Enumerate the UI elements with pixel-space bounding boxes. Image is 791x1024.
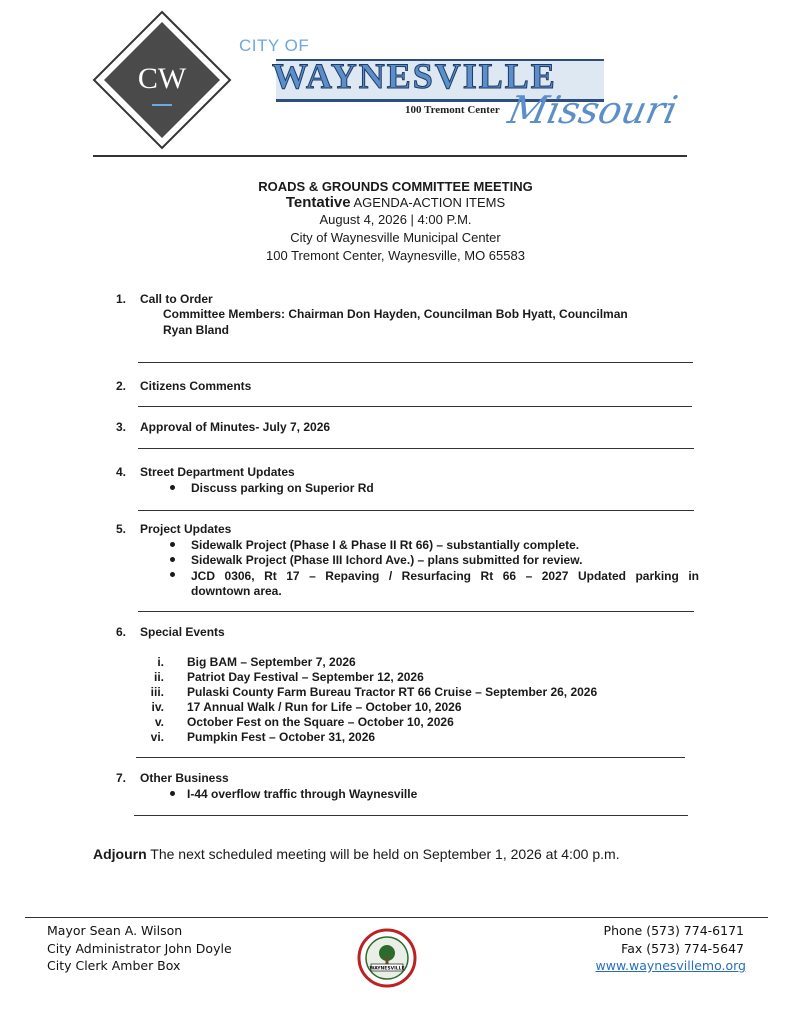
adjourn-label: Adjourn: [93, 846, 147, 862]
roman-numeral: v.: [154, 715, 164, 729]
meeting-venue: City of Waynesville Municipal Center: [290, 230, 501, 245]
item-number: 4.: [116, 465, 127, 479]
list-item: Sidewalk Project (Phase III Ichord Ave.) – plans submitted for review.: [191, 553, 583, 567]
bullet-icon: [170, 791, 175, 796]
event-item: Pulaski County Farm Bureau Tractor RT 66 Cruise – September 26, 2026: [187, 685, 598, 699]
meeting-date-time: August 4, 2026 | 4:00 P.M.: [319, 212, 472, 227]
event-item: October Fest on the Square – October 10, 2026: [187, 715, 454, 729]
footer-divider: [25, 917, 768, 918]
item-number: 7.: [116, 771, 127, 785]
list-item: Discuss parking on Superior Rd: [191, 481, 374, 495]
adjourn-text: The next scheduled meeting will be held on September 1, 2026 at 4:00 p.m.: [146, 846, 620, 862]
notes-line: [138, 611, 694, 612]
event-item: 17 Annual Walk / Run for Life – October 10, 2026: [187, 700, 462, 714]
header-divider: [93, 155, 687, 157]
item-title: Other Business: [140, 771, 229, 785]
item-title: Special Events: [140, 625, 225, 639]
roman-numeral: vi.: [150, 730, 164, 744]
notes-line: [136, 757, 685, 758]
list-item-cont: downtown area.: [191, 584, 282, 598]
list-item: JCD 0306, Rt 17 – Repaving / Resurfacing Rt 66 – 2027 Updated parking in: [191, 569, 699, 583]
city-seal: [357, 928, 417, 988]
administrator-name: City Administrator John Doyle: [47, 941, 232, 956]
committee-members-cont: Ryan Bland: [163, 323, 230, 337]
adjourn-note: [93, 846, 620, 862]
website-link[interactable]: www.waynesvillemo.org: [595, 958, 746, 973]
seal-text: WAYNESVILLE: [369, 966, 405, 972]
committee-members: Committee Members: Chairman Don Hayden, Councilman Bob Hyatt, Councilman: [163, 307, 628, 321]
roman-numeral: iv.: [151, 700, 164, 714]
item-title: Citizens Comments: [140, 379, 252, 393]
city-name: WAYNESVILLE: [272, 56, 557, 96]
item-title: Approval of Minutes- July 7, 2026: [140, 420, 331, 434]
bullet-icon: [170, 485, 175, 490]
agenda-subtitle: [0, 194, 791, 211]
fax-number: Fax (573) 774-5647: [621, 941, 744, 956]
logo-monogram: CW: [137, 62, 187, 95]
mayor-name: Mayor Sean A. Wilson: [47, 923, 183, 938]
list-item: Sidewalk Project (Phase I & Phase II Rt 66) – substantially complete.: [191, 538, 580, 552]
item-title: Call to Order: [140, 292, 213, 306]
item-number: 3.: [116, 420, 127, 434]
item-number: 2.: [116, 379, 127, 393]
roman-numeral: ii.: [153, 670, 164, 684]
item-number: 5.: [116, 522, 127, 536]
event-item: Big BAM – September 7, 2026: [187, 655, 356, 669]
clerk-name: City Clerk Amber Box: [47, 958, 181, 973]
tentative-label: Tentative: [285, 194, 351, 211]
bullet-icon: [170, 572, 175, 577]
agenda-label: AGENDA-ACTION ITEMS: [353, 195, 506, 210]
roman-numeral: iii.: [150, 685, 164, 699]
city-logo: [92, 10, 232, 150]
bullet-icon: [170, 557, 175, 562]
item-number: 6.: [116, 625, 127, 639]
meeting-title: ROADS & GROUNDS COMMITTEE MEETING: [258, 179, 533, 194]
event-item: Patriot Day Festival – September 12, 2026: [187, 670, 424, 684]
list-item: I-44 overflow traffic through Waynesville: [187, 787, 418, 801]
bullet-icon: [170, 542, 175, 547]
letterhead-address: 100 Tremont Center: [405, 104, 500, 116]
item-number: 1.: [116, 292, 127, 306]
notes-line: [138, 510, 694, 511]
phone-number: Phone (573) 774-6171: [603, 923, 744, 938]
state-name: Missouri: [504, 88, 682, 132]
notes-line: [138, 362, 693, 363]
notes-line: [138, 406, 692, 407]
item-title: Project Updates: [140, 522, 232, 536]
meeting-venue-address: 100 Tremont Center, Waynesville, MO 65583: [266, 248, 525, 263]
event-item: Pumpkin Fest – October 31, 2026: [187, 730, 376, 744]
city-of-label: CITY OF: [239, 36, 310, 55]
item-title: Street Department Updates: [140, 465, 295, 479]
roman-numeral: i.: [157, 655, 164, 669]
notes-line: [138, 448, 694, 449]
notes-line: [134, 815, 688, 816]
